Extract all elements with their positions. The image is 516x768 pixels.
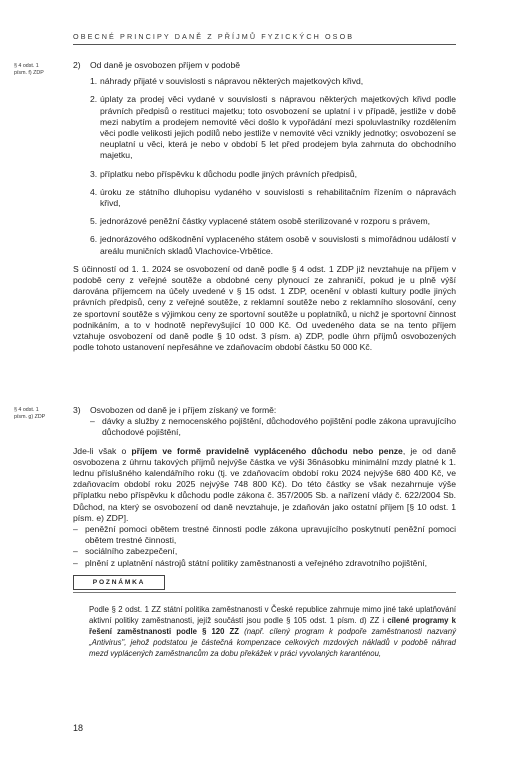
section-intro: Osvobozen od daně je i příjem získaný ve formě: (90, 405, 277, 415)
margin-note-line: písm. g) ZDP (14, 414, 46, 420)
item-number: 3. (90, 168, 98, 179)
section-number: 2) (73, 60, 81, 70)
list-item (90, 76, 456, 87)
dash-item (73, 524, 456, 546)
running-header: OBECNÉ PRINCIPY DANĚ Z PŘÍJMŮ FYZICKÝCH OSOB (73, 32, 355, 41)
item-text: náhrady přijaté v souvislosti s nápravou některých majetkových křivd, (100, 76, 364, 87)
note-text (89, 604, 456, 659)
dash-text: peněžní pomoci obětem trestné činnosti podle zákona upravujícího poskytnutí peněžní pomoci obětem trestné činnosti, (85, 524, 456, 546)
dash-mark: – (73, 546, 78, 557)
dash-text: sociálního zabezpečení, (85, 546, 178, 557)
header-rule (73, 44, 456, 45)
margin-note-line: § 4 odst. 1 (14, 63, 39, 69)
body-paragraph: S účinností od 1. 1. 2024 se osvobození od daně podle § 4 odst. 1 ZDP již nevztahuje na příjem v podobě ceny z veřejné soutěže a obdobné ceny plynoucí ze zahraničí, pokud je u plně výší darována příjemcem na účely uvedené v § 15 odst. 1 ZDP, ocenění v oblasti kultury podle jiných právních předpisů, ceny z veřejné soutěže, z reklamní soutěže nebo z reklamního slosování, ceny ze sportovní soutěže s výjimkou ceny ze sportovní soutěže u poplatníků, u nichž je sportovní činnost podnikáním, a to v hodnotě nepřevyšující 10 000 Kč. Od uvedeného data se na tento příjem vztahuje osvobození od daně podle § 10 odst. 3 písm. a) ZDP, podle úhrn příjmů osvobozených podle tohoto ustanovení nepřesáhne ve zdaňovacím období částku 50 000 Kč. (73, 263, 456, 353)
dash-mark: – (73, 524, 78, 535)
list-item (90, 234, 456, 256)
dash-mark: – (90, 416, 95, 427)
margin-note-section-2 (14, 63, 64, 77)
note-text-plain: Podle § 2 odst. 1 ZZ státní politika zaměstnanosti v České republice zahrnuje mimo jiné také uplatňování aktivní politiky zaměstnanosti, jejíž součástí jsou podle § 105 odst. 1 písm. d) ZZ i (89, 605, 456, 625)
note-text-italic: (např. cílený program k podpoře zaměstnanosti nazvaný „Antivirus", jehož podstatou je částečná kompenzace celkových mzdových nákladů v podobě náhrad mezd vyplácených zaměstnancům za dobu překážek v práci vyvolaných karanténou, (89, 627, 456, 658)
section-3-heading (73, 405, 456, 416)
paragraph-start: Jde-li však o (73, 445, 132, 456)
margin-note-section-3 (14, 407, 64, 421)
note-rule (73, 592, 456, 593)
section-intro: Od daně je osvobozen příjem v podobě (90, 60, 241, 70)
body-paragraph (73, 446, 456, 524)
note-label: POZNÁMKA (73, 575, 165, 590)
list-item (90, 216, 456, 227)
dash-item (73, 546, 456, 557)
item-number: 2. (90, 94, 98, 105)
item-text: příplatku nebo příspěvku k důchodu podle jiných právních předpisů, (100, 168, 358, 179)
item-number: 5. (90, 216, 98, 227)
list-item (90, 187, 456, 209)
dash-text: plnění z uplatnění nástrojů státní politiky zaměstnanosti a veřejného zdravotního pojištění, (85, 557, 428, 568)
item-text: úroku ze státního dluhopisu vydaného v souvislosti s rehabilitačním řízením o nápravách křivd, (100, 186, 456, 209)
item-text: úplaty za prodej věci vydané v souvislosti s nápravou některých majetkových křivd podle právních předpisů o restituci majetku; toto osvobození se uplatní i v případě, jestliže v době mezi nabytím a prodejem nemovité věci došlo k vypořádání mezi spoluvlastníky rozdělením věci podle velikosti jejich podílů nebo jestliže v nemovité věci vznikly jednotky; osvobození se neuplatní u věci, která je nebo v období 5 let před prodejem byla zahrnuta do obchodního majetku, (100, 94, 456, 161)
section-number: 3) (73, 405, 81, 415)
margin-note-line: písm. f) ZDP (14, 70, 44, 76)
section-3 (73, 405, 456, 569)
paragraph-bold: příjem ve formě pravidelně vypláceného důchodu nebo penze (131, 445, 403, 456)
dash-item (73, 558, 456, 569)
dash-item (90, 416, 456, 438)
item-text: jednorázové peněžní částky vyplacené státem osobě sterilizované v rozporu s právem, (100, 216, 431, 227)
item-number: 4. (90, 186, 98, 197)
section-2 (73, 60, 456, 353)
item-number: 6. (90, 234, 98, 245)
margin-note-line: § 4 odst. 1 (14, 407, 39, 413)
section-2-heading (73, 60, 456, 71)
dash-mark: – (73, 557, 78, 568)
list-item (90, 169, 456, 180)
paragraph-rest: , je od daně osvobozena z úhrnu takových příjmů nejvýše částka ve výši 36násobku minimální mzdy platné k 1. lednu příslušného kalendářního roku (tj. ve zdaňovacím období roku 2024 nejvýše 680 400 Kč, ve zdaňovacím období roku 2025 nejvýše 748 800 Kč). Do této částky se však nezahrnuje výše příplatku nebo příspěvku k důchodu podle zákona č. 357/2005 Sb. a nařízení vlády č. 622/2004 Sb. Důchod, na který se osvobození od daně nevztahuje, je zdaňován jako ostatní příjem [§ 10 odst. 1 písm. e) ZDP]. (73, 445, 456, 523)
dash-text: dávky a služby z nemocenského pojištění, důchodového pojištění podle zákona upravujícího důchodové pojištění, (102, 416, 456, 438)
page-number: 18 (73, 723, 84, 733)
note-text-bold: cílené programy k řešení zaměstnanosti podle § 120 ZZ (89, 616, 456, 636)
list-item (90, 94, 456, 161)
item-number: 1. (90, 76, 98, 87)
item-text: jednorázového odškodnění vyplaceného státem osobě v souvislosti s mimořádnou událostí v areálu muničních skladů Vlachovice-Vrbětice. (100, 234, 456, 256)
